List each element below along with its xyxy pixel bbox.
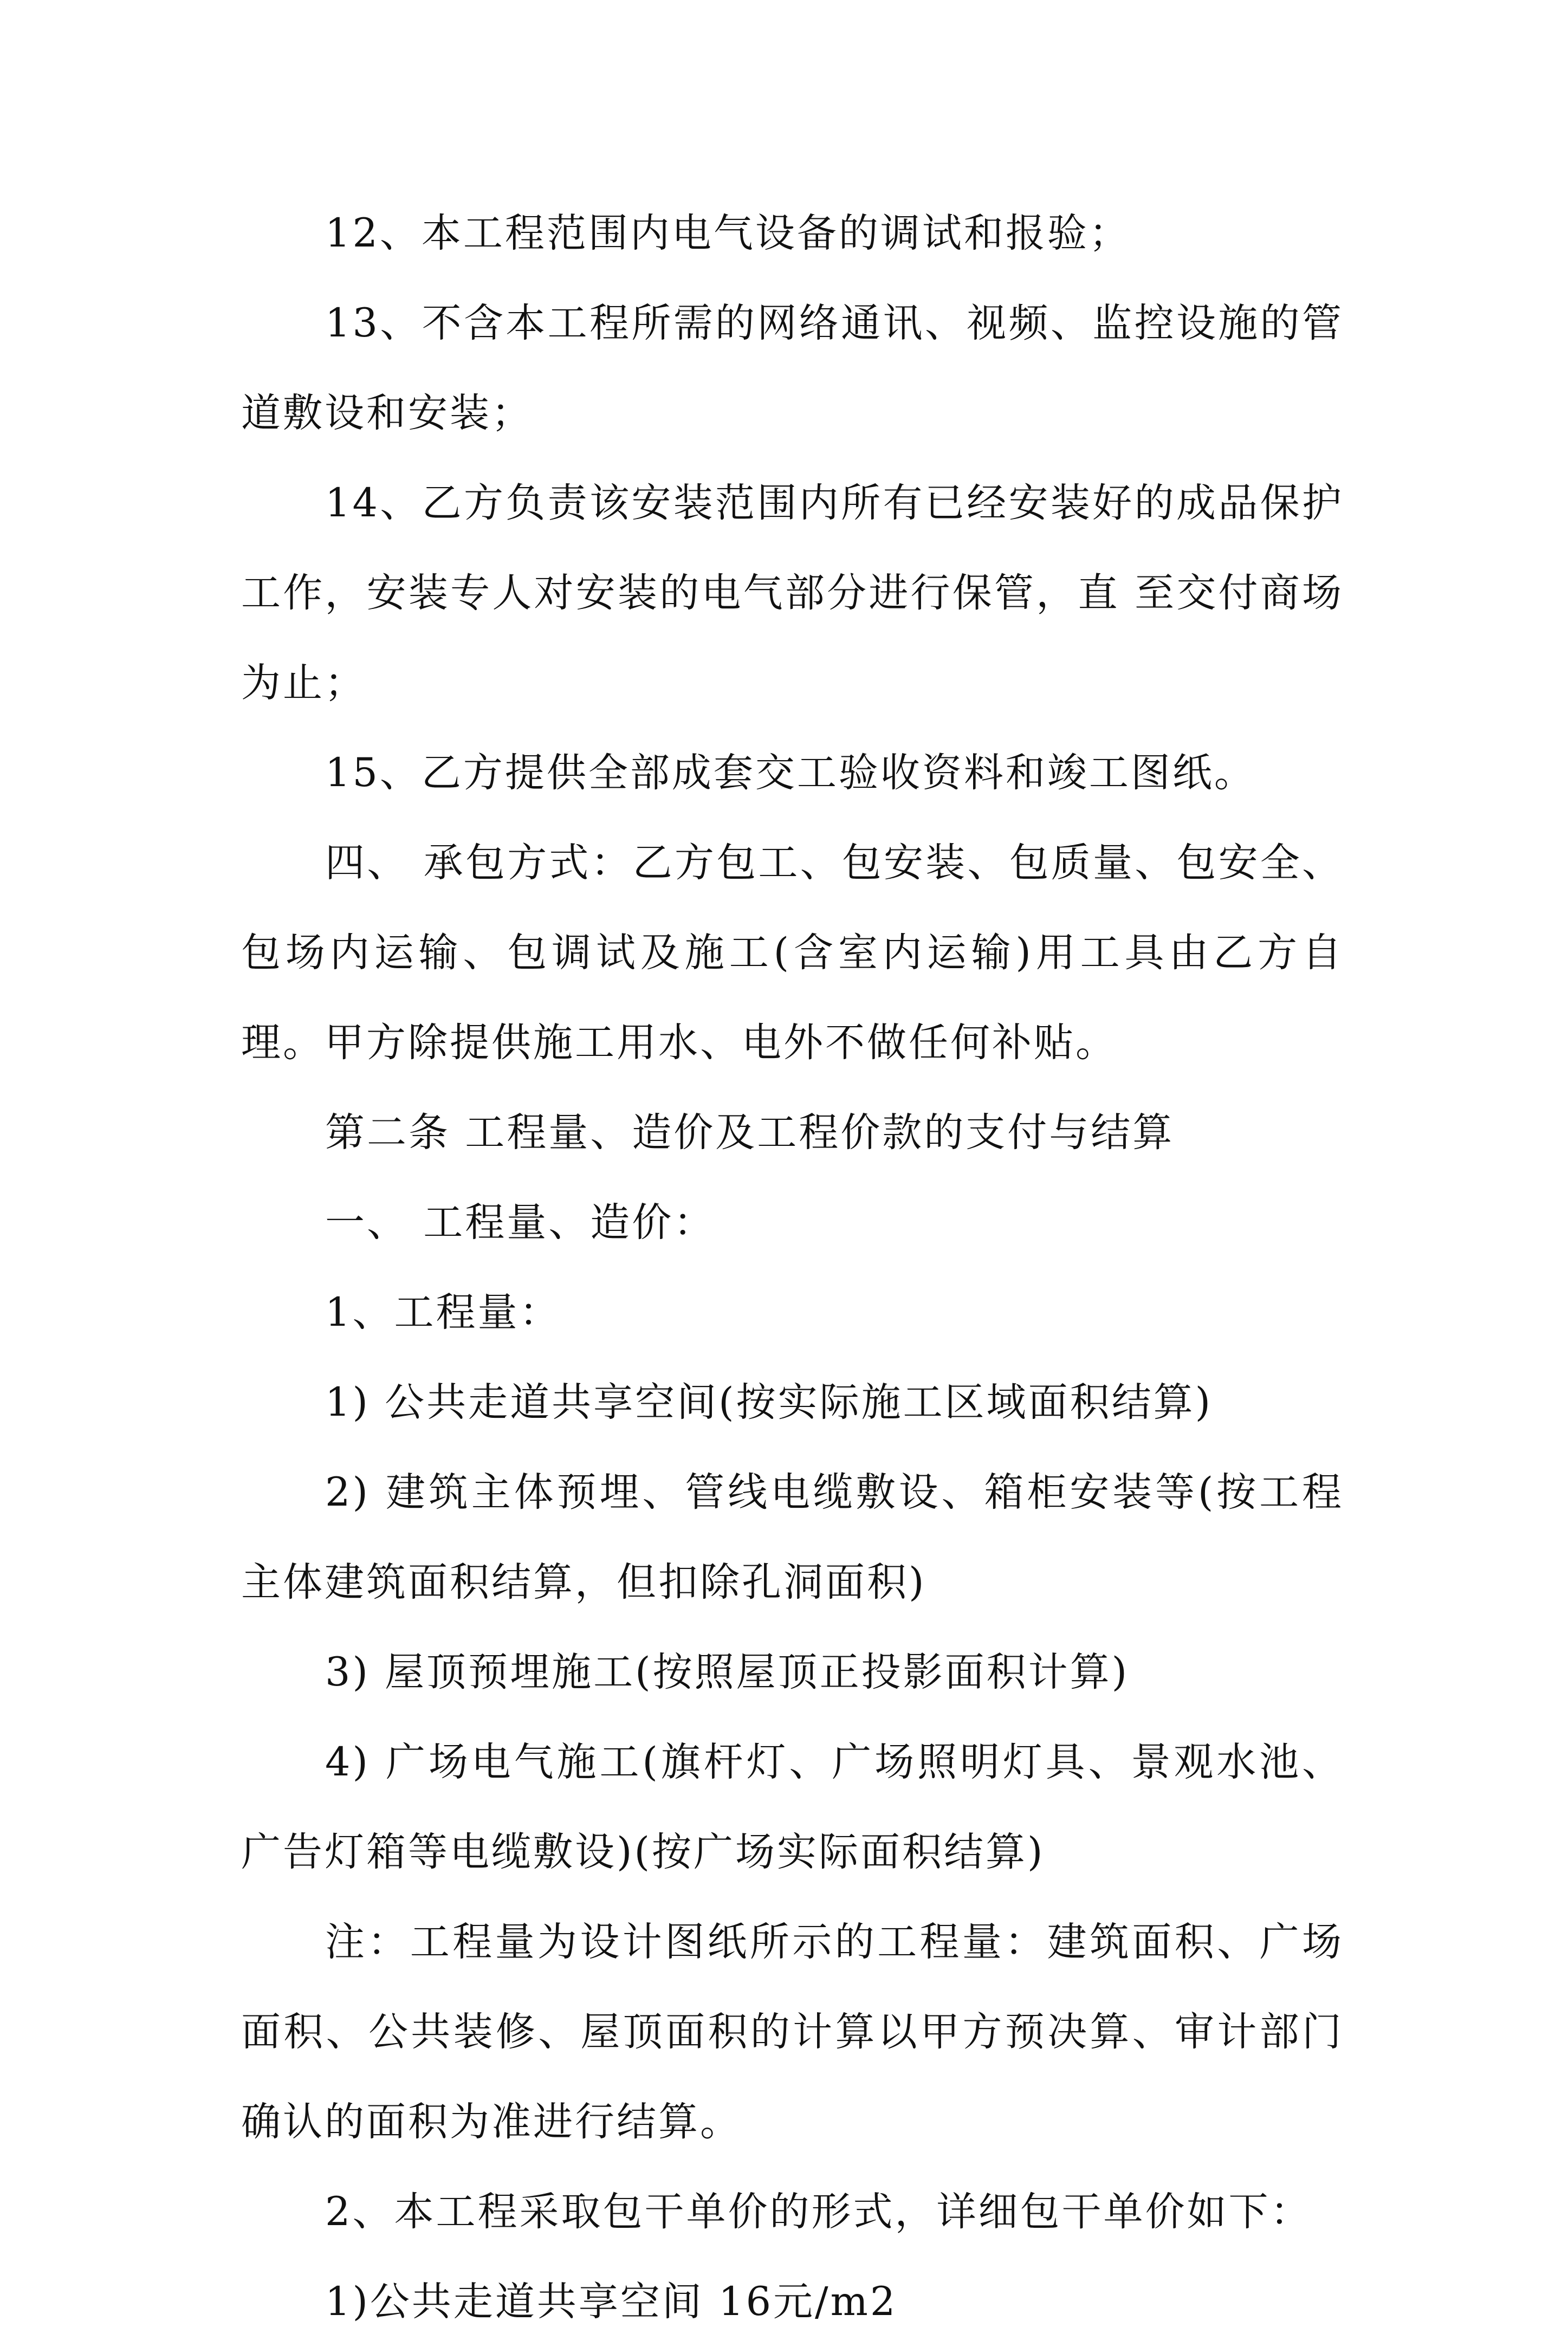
list-item-2: 2) 建筑主体预埋、管线电缆敷设、箱柜安装等(按工程主体建筑面积结算，但扣除孔洞面积) bbox=[241, 1469, 1344, 1605]
section-heading-article-2: 第二条 工程量、造价及工程价款的支付与结算 bbox=[325, 1110, 1175, 1156]
list-item-3: 3) 屋顶预埋施工(按照屋顶正投影面积计算) bbox=[325, 1649, 1130, 1695]
price-item-1: 1)公共走道共享空间 16元/m2 bbox=[325, 2279, 898, 2325]
list-item-1: 1) 公共走道共享空间(按实际施工区域面积结算) bbox=[325, 1379, 1213, 1425]
item-heading-unit-price: 2、本工程采取包干单价的形式，详细包干单价如下： bbox=[325, 2189, 1312, 2235]
paragraph-item-13: 13、不含本工程所需的网络通讯、视频、监控设施的管道敷设和安装； bbox=[241, 300, 1344, 436]
paragraph-item-14: 14、乙方负责该安装范围内所有已经安装好的成品保护工作，安装专人对安装的电气部分进行保管，直 至交付商场为止； bbox=[241, 480, 1344, 706]
item-heading-quantity: 1、工程量： bbox=[325, 1289, 561, 1335]
document-body bbox=[241, 189, 1344, 2347]
note-paragraph: 注：工程量为设计图纸所示的工程量：建筑面积、广场面积、公共装修、屋顶面积的计算以甲方预决算、审计部门确认的面积为准进行结算。 bbox=[241, 1919, 1344, 2145]
paragraph-item-12: 12、本工程范围内电气设备的调试和报验； bbox=[325, 210, 1131, 256]
list-item-4: 4) 广场电气施工(旗杆灯、广场照明灯具、景观水池、广告灯箱等电缆敷设)(按广场实际面积结算) bbox=[241, 1739, 1344, 1875]
paragraph-item-15: 15、乙方提供全部成套交工验收资料和竣工图纸。 bbox=[325, 750, 1256, 796]
subsection-heading-quantity-price: 一、 工程量、造价： bbox=[325, 1200, 716, 1246]
paragraph-contract-method: 四、 承包方式：乙方包工、包安装、包质量、包安全、包场内运输、包调试及施工(含室内运输)用工具由乙方自理。甲方除提供施工用水、电外不做任何补贴。 bbox=[241, 840, 1344, 1066]
